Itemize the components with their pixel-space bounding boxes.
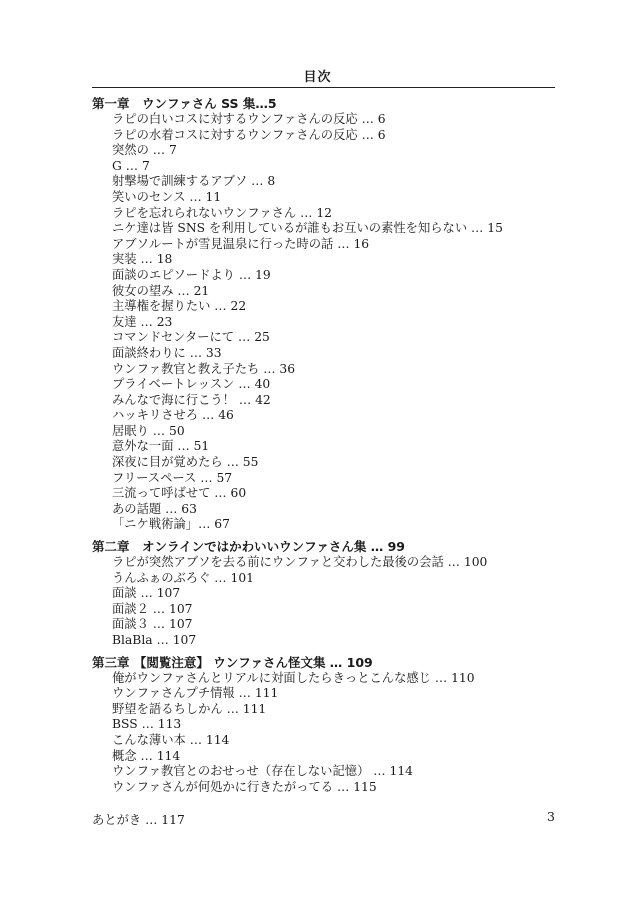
toc-entry[interactable]: G … 7: [112, 158, 150, 173]
toc-entry[interactable]: ラピの白いコスに対するウンファさんの反応 … 6: [112, 112, 386, 126]
toc-entry[interactable]: 「ニケ戦術論」… 67: [112, 517, 230, 532]
toc-entry[interactable]: BlaBla … 107: [112, 633, 197, 647]
toc-entry[interactable]: BSS … 113: [112, 717, 182, 732]
toc-chapter-heading[interactable]: 第一章 ウンファさん SS 集…5: [92, 96, 277, 111]
toc-entry[interactable]: プライベートレッスン … 40: [112, 377, 271, 392]
toc-afterword[interactable]: あとがき … 117: [92, 813, 185, 828]
toc-entry[interactable]: 笑いのセンス … 11: [112, 189, 222, 204]
toc-entry[interactable]: 野望を語るちしかん … 111: [112, 701, 267, 716]
toc-entry[interactable]: ラピの水着コスに対するウンファさんの反応 … 6: [112, 127, 386, 142]
toc-entry[interactable]: ウンファ教官と教え子たち … 36: [112, 361, 296, 376]
toc-entry[interactable]: 面談のエピソードより … 19: [112, 267, 271, 282]
toc-entry[interactable]: 射撃場で訓練するアブソ … 8: [112, 174, 276, 189]
toc-entry[interactable]: 彼女の望み … 21: [112, 283, 210, 298]
toc-entry[interactable]: 三流って呼ばせて … 60: [112, 486, 247, 501]
toc-entry[interactable]: 俺がウンファさんとリアルに対面したらきっとこんな感じ … 110: [112, 670, 475, 685]
toc-entry[interactable]: 主導権を握りたい … 22: [112, 299, 247, 314]
table-of-contents: [92, 96, 562, 829]
toc-entry[interactable]: 面談終わりに … 33: [112, 345, 222, 360]
toc-entry[interactable]: あの話題 … 63: [112, 501, 197, 516]
toc-entry[interactable]: ウンファ教官とのおせっせ（存在しない記憶） … 114: [112, 764, 413, 779]
toc-entry[interactable]: ウンファさんプチ情報 … 111: [112, 686, 279, 701]
title-divider: [92, 87, 555, 88]
toc-entry[interactable]: 概念 … 114: [112, 748, 181, 763]
toc-chapter-heading[interactable]: 第三章 【閲覧注意】 ウンファさん怪文集 … 109: [92, 654, 373, 670]
toc-entry[interactable]: アブソルートが雪見温泉に行った時の話 … 16: [112, 236, 370, 251]
toc-entry[interactable]: 居眠り … 50: [112, 423, 185, 438]
toc-entry[interactable]: ウンファさんが何処かに行きたがってる … 115: [112, 779, 377, 794]
toc-entry[interactable]: 深夜に目が覚めたら … 55: [112, 455, 259, 470]
toc-entry[interactable]: 実装 … 18: [112, 252, 173, 267]
toc-entry[interactable]: こんな薄い本 … 114: [112, 732, 230, 747]
toc-body: [92, 96, 562, 795]
toc-entry[interactable]: 友達 … 23: [112, 314, 173, 329]
toc-entry[interactable]: 突然の … 7: [112, 143, 177, 158]
toc-entry[interactable]: 面談 … 107: [112, 586, 181, 601]
toc-entry[interactable]: コマンドセンターにて … 25: [112, 330, 270, 345]
toc-entry[interactable]: ラピが突然アブソを去る前にウンファと交わした最後の会話 … 100: [112, 555, 488, 570]
page-number: 3: [547, 809, 555, 824]
toc-entry[interactable]: 意外な一面 … 51: [112, 439, 210, 454]
toc-chapter-heading[interactable]: 第二章 オンラインではかわいいウンファさん集 … 99: [92, 539, 405, 555]
toc-entry[interactable]: みんなで海に行こう！ … 42: [112, 392, 271, 407]
toc-entry[interactable]: ニケ達は皆 SNS を利用しているが誰もお互いの素性を知らない … 15: [112, 221, 503, 236]
toc-entry[interactable]: 面談３ … 107: [112, 617, 193, 632]
toc-entry[interactable]: ラピを忘れられないウンファさん … 12: [112, 205, 332, 220]
toc-entry[interactable]: 面談２ … 107: [112, 601, 193, 616]
page-title: 目次: [303, 70, 332, 85]
toc-entry[interactable]: フリースペース … 57: [112, 470, 233, 485]
toc-entry[interactable]: ハッキリさせろ … 46: [112, 408, 234, 423]
toc-entry[interactable]: うんふぁのぶろぐ … 101: [112, 570, 254, 585]
